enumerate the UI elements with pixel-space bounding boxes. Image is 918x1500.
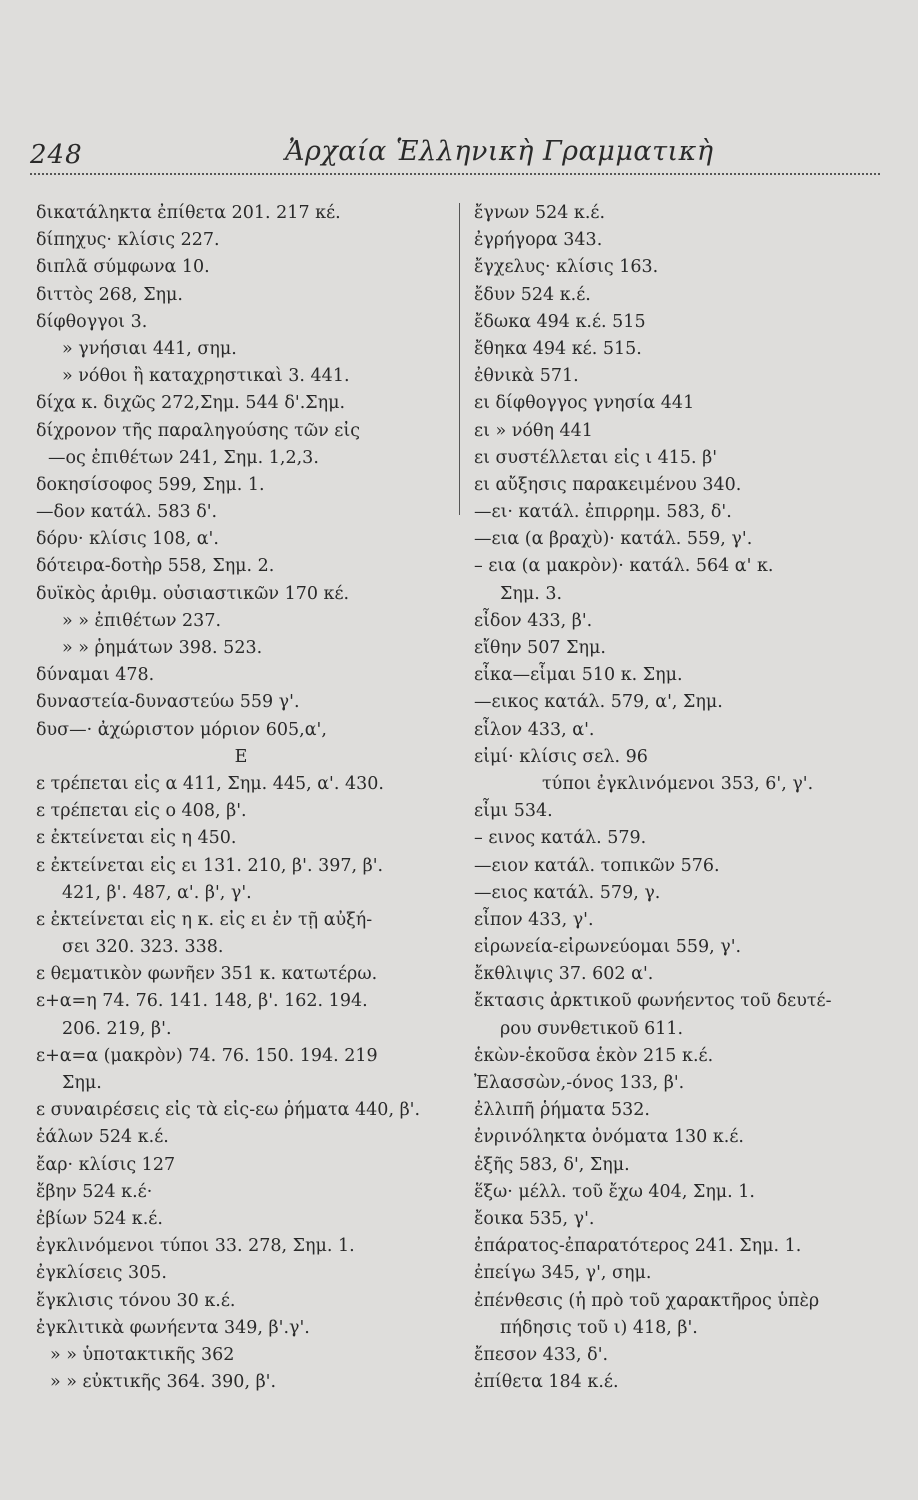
right-index-entry: ἔγχελυς· κλίσις 163. [474,257,659,278]
right-index-entry: πήδησις τοῦ ι) 418, β'. [500,1317,698,1338]
right-index-entry: ἕξω· μέλλ. τοῦ ἔχω 404, Σημ. 1. [474,1181,755,1202]
column-divider [459,203,460,515]
left-index-entry: ἐγκλίσεις 305. [36,1263,167,1284]
right-index-entry: ἐπείγω 345, γ', σημ. [474,1263,652,1284]
left-index-entry: ε τρέπεται εἰς α 411, Σημ. 445, α'. 430. [36,773,384,794]
right-index-entry: ἐπίθετα 184 κ.έ. [474,1372,619,1393]
left-index-entry: δυσ—· ἀχώριστον μόριον 605,α', [36,719,327,740]
right-index-entry: —εια (α βραχὺ)· κατάλ. 559, γ'. [474,529,753,550]
right-index-entry: ει » νόθη 441 [474,420,593,441]
left-index-entry: δίχρονον τῆς παραληγούσης τῶν εἰς [36,420,361,441]
left-index-entry: —ος ἐπιθέτων 241, Σημ. 1,2,3. [48,447,319,468]
left-index-entry: ἔαρ· κλίσις 127 [36,1154,176,1175]
left-index-entry: ἔγκλισις τόνου 30 κ.έ. [36,1290,236,1311]
left-index-entry: ε τρέπεται εἰς ο 408, β'. [36,801,247,822]
left-index-entry: » » ἐπιθέτων 237. [62,610,222,631]
right-index-entry: εἰμί· κλίσις σελ. 96 [474,746,648,767]
left-index-entry: 206. 219, β'. [62,1018,172,1039]
right-index-entry: ἔκτασις ἀρκτικοῦ φωνήεντος τοῦ δευτέ- [474,991,832,1012]
right-index-entry: —εικος κατάλ. 579, α', Σημ. [474,692,723,713]
right-index-entry: εἶμι 534. [474,801,553,822]
right-index-entry: ἔπεσον 433, δ'. [474,1344,609,1365]
right-index-entry: – εινος κατάλ. 579. [474,828,647,849]
right-index-entry: ἔοικα 535, γ'. [474,1208,595,1229]
right-index-entry: —ει· κατάλ. ἐπιρρημ. 583, δ'. [474,502,732,523]
left-index-entry: » » ὑποτακτικῆς 362 [50,1344,235,1365]
left-index-entry: διπλᾶ σύμφωνα 10. [36,257,210,278]
right-index-entry: —ειος κατάλ. 579, γ. [474,882,661,903]
left-index-entry: 421, β'. 487, α'. β', γ'. [62,882,252,903]
right-index-entry: εἴθην 507 Σημ. [474,638,606,658]
left-index-entry: δίπηχυς· κλίσις 227. [36,230,220,251]
right-index-entry: Σημ. 3. [500,583,563,604]
right-index-entry: ει αὔξησις παρακειμένου 340. [474,474,742,495]
left-index-entry: δύναμαι 478. [36,665,155,686]
right-index-entry: εἶπον 433, γ'. [474,909,594,930]
left-index-entry: δίφθογγοι 3. [36,311,148,332]
left-index-entry: » » εὐκτικῆς 364. 390, β'. [50,1372,277,1393]
right-index-entry: ἐγρήγορα 343. [474,230,603,251]
right-index-entry: τύποι ἐγκλινόμενοι 353, 6', γ'. [542,773,814,794]
left-index-entry: » » ῥημάτων 398. 523. [62,638,263,658]
right-index-entry: Ἐλασσὼν,-όνος 133, β'. [474,1073,685,1093]
right-index-entry: ἔκθλιψις 37. 602 α'. [474,964,654,985]
left-index-entry: δόρυ· κλίσις 108, α'. [36,529,219,550]
right-index-entry: – εια (α μακρὸν)· κατάλ. 564 α' κ. [474,556,774,577]
left-index-entry: Σημ. [62,1073,102,1093]
right-index-entry: εἷλον 433, α'. [474,719,595,740]
left-index-entry: Ε [234,746,248,767]
right-index-entry: ἑξῆς 583, δ', Σημ. [474,1154,630,1175]
right-index-entry: ἑκὼν-ἑκοῦσα ἑκὸν 215 κ.έ. [474,1045,714,1066]
right-index-entry: ἔθηκα 494 κέ. 515. [474,338,642,359]
left-index-entry: » γνήσιαι 441, σημ. [62,338,237,359]
right-index-entry: ἐνρινόληκτα ὀνόματα 130 κ.έ. [474,1127,744,1148]
left-index-entry: διττὸς 268, Σημ. [36,284,183,305]
left-index-entry: ε+α=η 74. 76. 141. 148, β'. 162. 194. [36,991,368,1012]
left-index-entry: ἐβίων 524 κ.έ. [36,1208,163,1229]
left-index-entry: ἐγκλινόμενοι τύποι 33. 278, Σημ. 1. [36,1236,355,1257]
right-index-entry: ρου συνθετικοῦ 611. [500,1018,684,1039]
left-index-entry: ἑάλων 524 κ.έ. [36,1127,169,1148]
right-index-entry: ει δίφθογγος γνησία 441 [474,393,695,414]
right-index-entry: εἶδον 433, β'. [474,610,593,631]
right-index-entry: ἔδωκα 494 κ.έ. 515 [474,311,646,332]
right-index-entry: ἐπάρατος-ἐπαρατότερος 241. Σημ. 1. [474,1236,802,1257]
right-index-entry: εἰρωνεία-εἰρωνεύομαι 559, γ'. [474,937,742,958]
left-index-entry: ε θεματικὸν φωνῆεν 351 κ. κατωτέρω. [36,964,378,985]
right-index-entry: ἔδυν 524 κ.έ. [474,284,591,305]
index-left-column [36,200,446,1396]
left-index-entry: —δον κατάλ. 583 δ'. [36,502,218,523]
right-index-entry: ἐθνικὰ 571. [474,366,579,387]
left-index-entry: ε ἐκτείνεται εἰς η κ. εἰς ει ἐν τῇ αὐξή- [36,909,373,930]
header-dotted-rule [30,173,880,175]
right-index-entry: ἐλλιπῆ ῥήματα 532. [474,1100,650,1121]
running-header-title: Ἀρχαία Ἑλληνικὴ Γραμματικὴ [285,136,714,167]
left-index-entry: δυϊκὸς ἀριθμ. οὐσιαστικῶν 170 κέ. [36,583,350,604]
left-index-entry: ε συναιρέσεις εἰς τὰ εἰς-εω ῥήματα 440, β'. [36,1100,421,1121]
left-index-entry: δότειρα-δοτὴρ 558, Σημ. 2. [36,556,275,577]
left-index-entry: ε ἐκτείνεται εἰς η 450. [36,828,237,849]
right-index-entry: —ειον κατάλ. τοπικῶν 576. [474,855,720,876]
left-index-entry: δικατάληκτα ἐπίθετα 201. 217 κέ. [36,203,341,223]
left-index-entry: ἔβην 524 κ.έ· [36,1181,153,1202]
right-index-entry: ἐπένθεσις (ἡ πρὸ τοῦ χαρακτῆρος ὑπὲρ [474,1290,820,1311]
left-index-entry: ε ἐκτείνεται εἰς ει 131. 210, β'. 397, β'. [36,855,384,876]
right-index-entry: ει συστέλλεται εἰς ι 415. β' [474,447,718,468]
left-index-entry: δοκησίσοφος 599, Σημ. 1. [36,474,265,495]
page-number: 248 [30,140,83,170]
left-index-entry: δυναστεία-δυναστεύω 559 γ'. [36,692,300,713]
right-index-entry: εἶκα—εἷμαι 510 κ. Σημ. [474,665,683,686]
left-index-entry: ε+α=α (μακρὸν) 74. 76. 150. 194. 219 [36,1045,378,1066]
left-index-entry: ἐγκλιτικὰ φωνήεντα 349, β'.γ'. [36,1317,310,1338]
index-right-column [474,200,894,1396]
right-index-entry: ἔγνων 524 κ.έ. [474,203,606,223]
left-index-entry: σει 320. 323. 338. [62,937,224,958]
left-index-entry: δίχα κ. διχῶς 272,Σημ. 544 δ'.Σημ. [36,393,346,414]
left-index-entry: » νόθοι ἢ καταχρηστικαὶ 3. 441. [62,366,350,387]
